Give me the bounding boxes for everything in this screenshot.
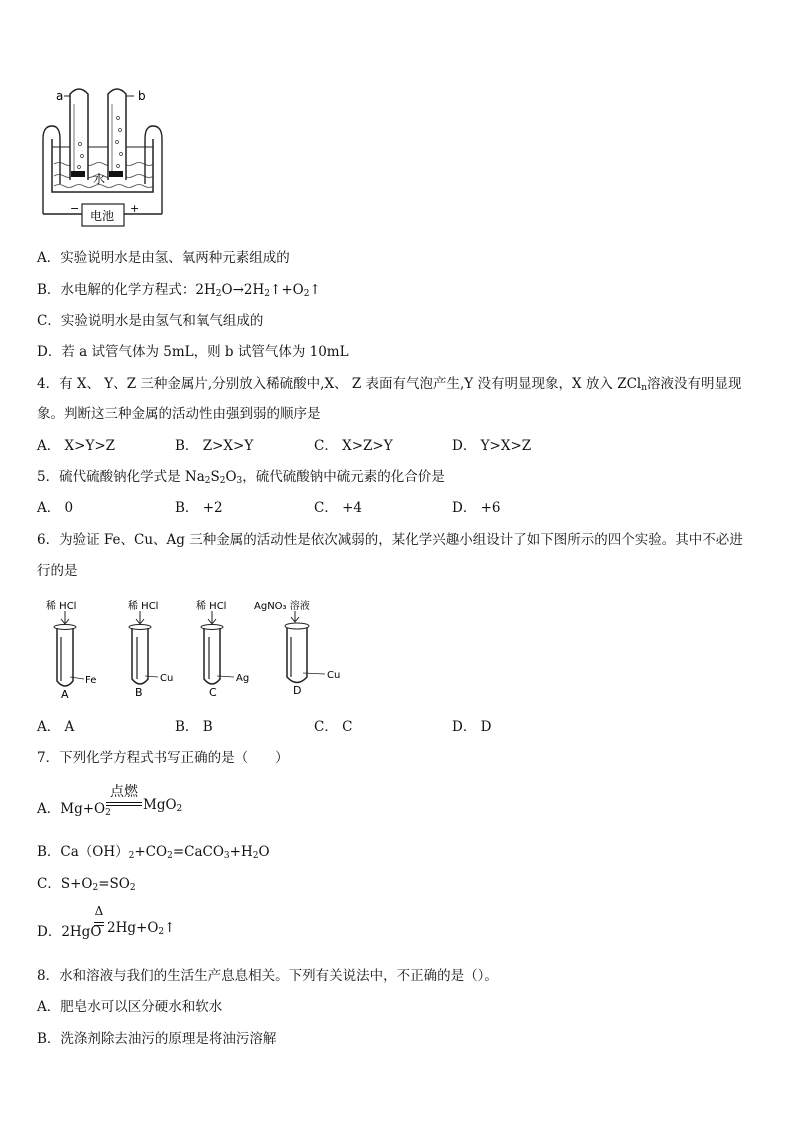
q7-d-arrow: ↑ xyxy=(164,920,176,936)
q3-option-d: D．若 a 试管气体为 5mL，则 b 试管气体为 10mL xyxy=(37,344,349,360)
q4-stem-text-1: 4．有 X、 Y、Z 三种金属片,分别放入稀硫酸中,X、 Z 表面有气泡产生,Y 没有明显现象，X 放入 ZCl xyxy=(37,376,642,392)
q8-option-a: A．肥皂水可以区分硬水和软水 xyxy=(37,999,223,1015)
tube-a-letter: A xyxy=(61,688,69,701)
q7-option-c xyxy=(37,875,136,893)
q7-b-text-4: +H xyxy=(229,844,253,860)
q5-option-c: C． +4 xyxy=(314,500,363,516)
q7-b-text-1: B．Ca（OH） xyxy=(37,844,129,860)
water-label: 水 xyxy=(93,172,106,186)
q7-b-text-5: O xyxy=(258,844,270,860)
q7-c-sub-1: 2 xyxy=(92,883,99,893)
q5-stem-text-1: 5．硫代硫酸钠化学式是 Na xyxy=(37,469,205,485)
q4-stem-text-2: 溶液没有明显现 xyxy=(647,376,742,392)
q5-option-b: B． +2 xyxy=(175,500,223,516)
q6-stem-line2: 行的是 xyxy=(37,563,78,579)
battery-label: 电池 xyxy=(90,209,115,223)
test-tubes-figure xyxy=(40,597,360,701)
q4-option-b: B． Z>X>Y xyxy=(175,438,254,454)
q5-stem-sub-1: 2 xyxy=(204,476,211,486)
q7-d-equals-bar xyxy=(94,922,104,926)
q5-option-a: A． 0 xyxy=(37,500,74,516)
tube-b-letter: B xyxy=(135,686,143,699)
q7-option-b xyxy=(37,843,270,861)
q7-b-text-3: =CaCO xyxy=(172,844,224,860)
q7-stem: 7．下列化学方程式书写正确的是（ ） xyxy=(37,750,289,766)
q7-b-sub-1: 2 xyxy=(128,851,135,861)
q7-c-text-2: =SO xyxy=(98,876,130,892)
q3-b-sub-1: 2 xyxy=(215,289,222,299)
q6-option-b: B． B xyxy=(175,719,213,735)
q3-b-text-4: ↑ xyxy=(309,282,321,298)
q7-d-reactant: D．2HgO xyxy=(37,924,102,940)
q4-option-d: D． Y>X>Z xyxy=(452,438,532,454)
q7-d-condition: Δ xyxy=(94,904,104,918)
q5-stem xyxy=(37,468,445,486)
tube-a-metal: Fe xyxy=(85,675,97,686)
tube-d-letter: D xyxy=(293,684,302,697)
q3-option-b xyxy=(37,281,321,299)
tube-c-reagent: 稀 HCl xyxy=(196,601,227,612)
q7-b-sub-2: 2 xyxy=(167,851,173,861)
q7-b-sub-4: 2 xyxy=(252,851,259,861)
tube-d-metal: Cu xyxy=(327,670,341,681)
q5-stem-sub-3: 3 xyxy=(236,476,243,486)
q3-b-text-2: O→2H xyxy=(221,282,265,298)
q6-option-d: D． D xyxy=(452,719,492,735)
tube-a-label: a xyxy=(56,89,64,103)
tube-c-letter: C xyxy=(209,686,217,699)
q3-b-text-3: ↑+O xyxy=(270,282,304,298)
q7-a-condition: 点燃 xyxy=(110,784,138,800)
q4-stem-sub: n xyxy=(641,383,648,393)
q7-a-reactants: A．Mg+O xyxy=(37,801,106,817)
q5-stem-text-3: O xyxy=(225,469,237,485)
q7-b-text-2: +CO xyxy=(134,844,168,860)
q6-stem-line1: 6．为验证 Fe、Cu、Ag 三种金属的活动性是依次减弱的，某化学兴趣小组设计了如下图所示的四个实验。其中不必进 xyxy=(37,532,743,548)
tube-a-reagent: 稀 HCl xyxy=(46,601,77,612)
q7-d-sub-1: 2 xyxy=(158,927,165,937)
q5-stem-text-4: ，硫代硫酸钠中硫元素的化合价是 xyxy=(242,469,445,485)
tube-b-metal: Cu xyxy=(160,673,174,684)
q4-option-c: C． X>Z>Y xyxy=(314,438,393,454)
q7-a-sub-1: 2 xyxy=(105,808,111,818)
q7-a-product: MgO xyxy=(143,797,177,813)
q3-option-a: A．实验说明水是由氢、氧两种元素组成的 xyxy=(37,250,290,266)
q8-option-b: B．洗涤剂除去油污的原理是将油污溶解 xyxy=(37,1031,277,1047)
q3-b-sub-3: 2 xyxy=(303,289,310,299)
q7-c-text-1: C．S+O xyxy=(37,876,93,892)
q4-stem-line1 xyxy=(37,375,742,393)
q4-option-a: A． X>Y>Z xyxy=(37,438,116,454)
tube-b-reagent: 稀 HCl xyxy=(128,601,159,612)
battery-minus-sign: − xyxy=(70,202,80,215)
q7-a-equals-bar xyxy=(106,802,142,806)
q6-option-a: A． A xyxy=(37,719,75,735)
q8-stem: 8．水和溶液与我们的生活生产息息相关。下列有关说法中，不正确的是（）。 xyxy=(37,968,498,984)
q7-c-sub-2: 2 xyxy=(129,883,136,893)
q5-stem-sub-2: 2 xyxy=(219,476,226,486)
battery-plus-sign: + xyxy=(130,202,140,215)
q4-stem-line2: 象。判断这三种金属的活动性由强到弱的顺序是 xyxy=(37,406,321,422)
q3-b-text-1: B．水电解的化学方程式：2H xyxy=(37,282,216,298)
q7-b-sub-3: 3 xyxy=(223,851,230,861)
tube-b-label: b xyxy=(138,89,146,103)
q3-option-c: C．实验说明水是由氢气和氧气组成的 xyxy=(37,313,264,329)
tube-c-metal: Ag xyxy=(236,673,250,684)
q3-b-sub-2: 2 xyxy=(264,289,271,299)
electrolysis-apparatus-figure xyxy=(38,84,168,234)
q7-a-sub-2: 2 xyxy=(176,804,183,814)
q6-option-c: C． C xyxy=(314,719,353,735)
q5-stem-text-2: S xyxy=(210,469,220,485)
q7-d-products: 2Hg+O xyxy=(107,920,159,936)
q5-option-d: D． +6 xyxy=(452,500,501,516)
tube-d-reagent: AgNO₃ 溶液 xyxy=(254,601,310,612)
